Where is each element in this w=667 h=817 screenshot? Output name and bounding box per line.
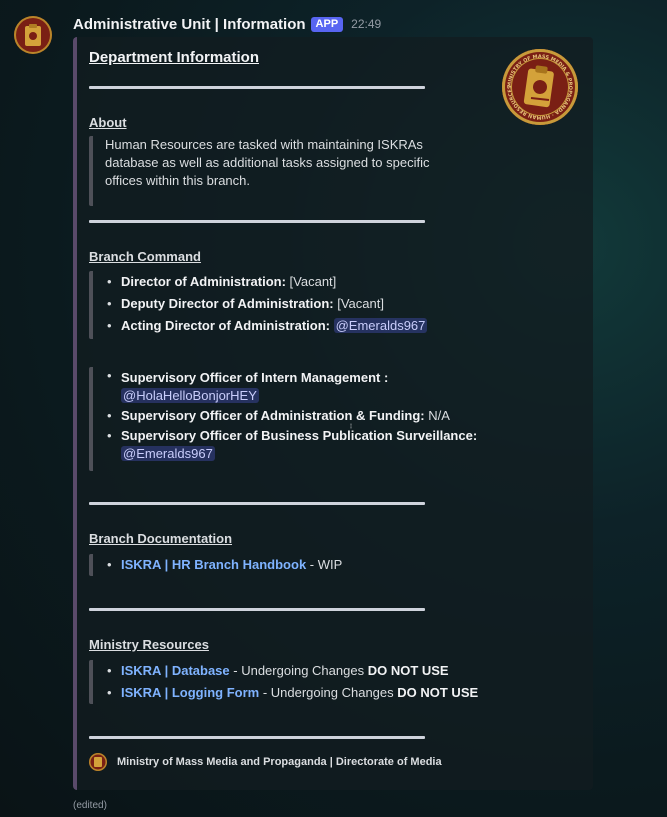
message-header: [73, 14, 381, 34]
command-list: [93, 271, 427, 337]
about-heading: About: [89, 115, 127, 130]
seal-text: MINISTRY OF MASS MEDIA & PROPAGANDA · HUMAN RESOURCES: [506, 53, 574, 121]
resources-list: [93, 660, 478, 704]
role-value: N/A: [428, 408, 450, 423]
supervisors-list: [93, 367, 509, 463]
list-item: [121, 427, 509, 463]
warning-text: DO NOT USE: [397, 685, 479, 700]
documentation-list: [93, 554, 342, 576]
logging-form-link[interactable]: ISKRA | Logging Form: [121, 685, 260, 700]
command-quote: [89, 271, 427, 339]
link-suffix: - Undergoing Changes: [233, 663, 365, 678]
embed-title: Department Information: [89, 49, 260, 66]
supervisors-quote: [89, 367, 509, 471]
list-item: [121, 682, 478, 704]
text-cursor-icon: [350, 419, 352, 433]
divider: [89, 502, 425, 505]
divider: [89, 220, 425, 223]
embed: [73, 37, 593, 790]
role-label: Acting Director of Administration:: [121, 318, 330, 333]
list-item: [121, 554, 342, 576]
list-item: [121, 660, 478, 682]
role-value: [Vacant]: [289, 274, 337, 289]
about-quote: [89, 136, 455, 206]
role-label: Supervisory Officer of Administration & Funding:: [121, 408, 425, 423]
branch-command-heading: Branch Command: [89, 249, 201, 264]
link-suffix: - WIP: [309, 557, 343, 572]
role-label: Deputy Director of Administration:: [121, 296, 334, 311]
role-label: Supervisory Officer of Business Publication Surveillance:: [121, 428, 478, 443]
list-item: [121, 271, 427, 293]
documentation-heading: Branch Documentation: [89, 531, 233, 546]
divider: [89, 608, 425, 611]
user-mention[interactable]: @HolaHelloBonjorHEY: [123, 388, 257, 403]
edited-label: (edited): [73, 800, 107, 811]
role-label: Director of Administration:: [121, 274, 286, 289]
embed-footer: [89, 753, 442, 771]
bot-avatar[interactable]: [14, 16, 52, 54]
list-item: [121, 367, 509, 405]
resources-heading: Ministry Resources: [89, 637, 209, 652]
role-value: [Vacant]: [337, 296, 384, 311]
clipboard-icon: [22, 23, 44, 47]
about-text: Human Resources are tasked with maintaining ISKRAs database as well as additional tasks assigned to specific offices within this branch.: [105, 137, 430, 188]
database-link[interactable]: ISKRA | Database: [121, 663, 230, 678]
user-mention[interactable]: @Emeralds967: [335, 318, 426, 333]
divider: [89, 736, 425, 739]
role-label: Supervisory Officer of Intern Management :: [121, 370, 389, 385]
link-suffix: - Undergoing Changes: [262, 685, 394, 700]
documentation-quote: [89, 554, 342, 576]
list-item: [121, 293, 427, 315]
footer-text: Ministry of Mass Media and Propaganda | Directorate of Media: [117, 756, 442, 768]
ministry-seal-thumbnail[interactable]: [502, 49, 578, 125]
divider: [89, 86, 425, 89]
list-item: [121, 315, 427, 337]
footer-seal-icon: [89, 753, 107, 771]
resources-quote: [89, 660, 478, 704]
warning-text: DO NOT USE: [367, 663, 449, 678]
handbook-link[interactable]: ISKRA | HR Branch Handbook: [121, 557, 307, 572]
app-tag: APP: [311, 17, 344, 32]
username[interactable]: Administrative Unit | Information: [73, 15, 306, 33]
clipboard-icon: [522, 65, 558, 109]
user-mention[interactable]: @Emeralds967: [123, 446, 213, 461]
timestamp[interactable]: 22:49: [351, 17, 382, 31]
list-item: [121, 405, 509, 427]
